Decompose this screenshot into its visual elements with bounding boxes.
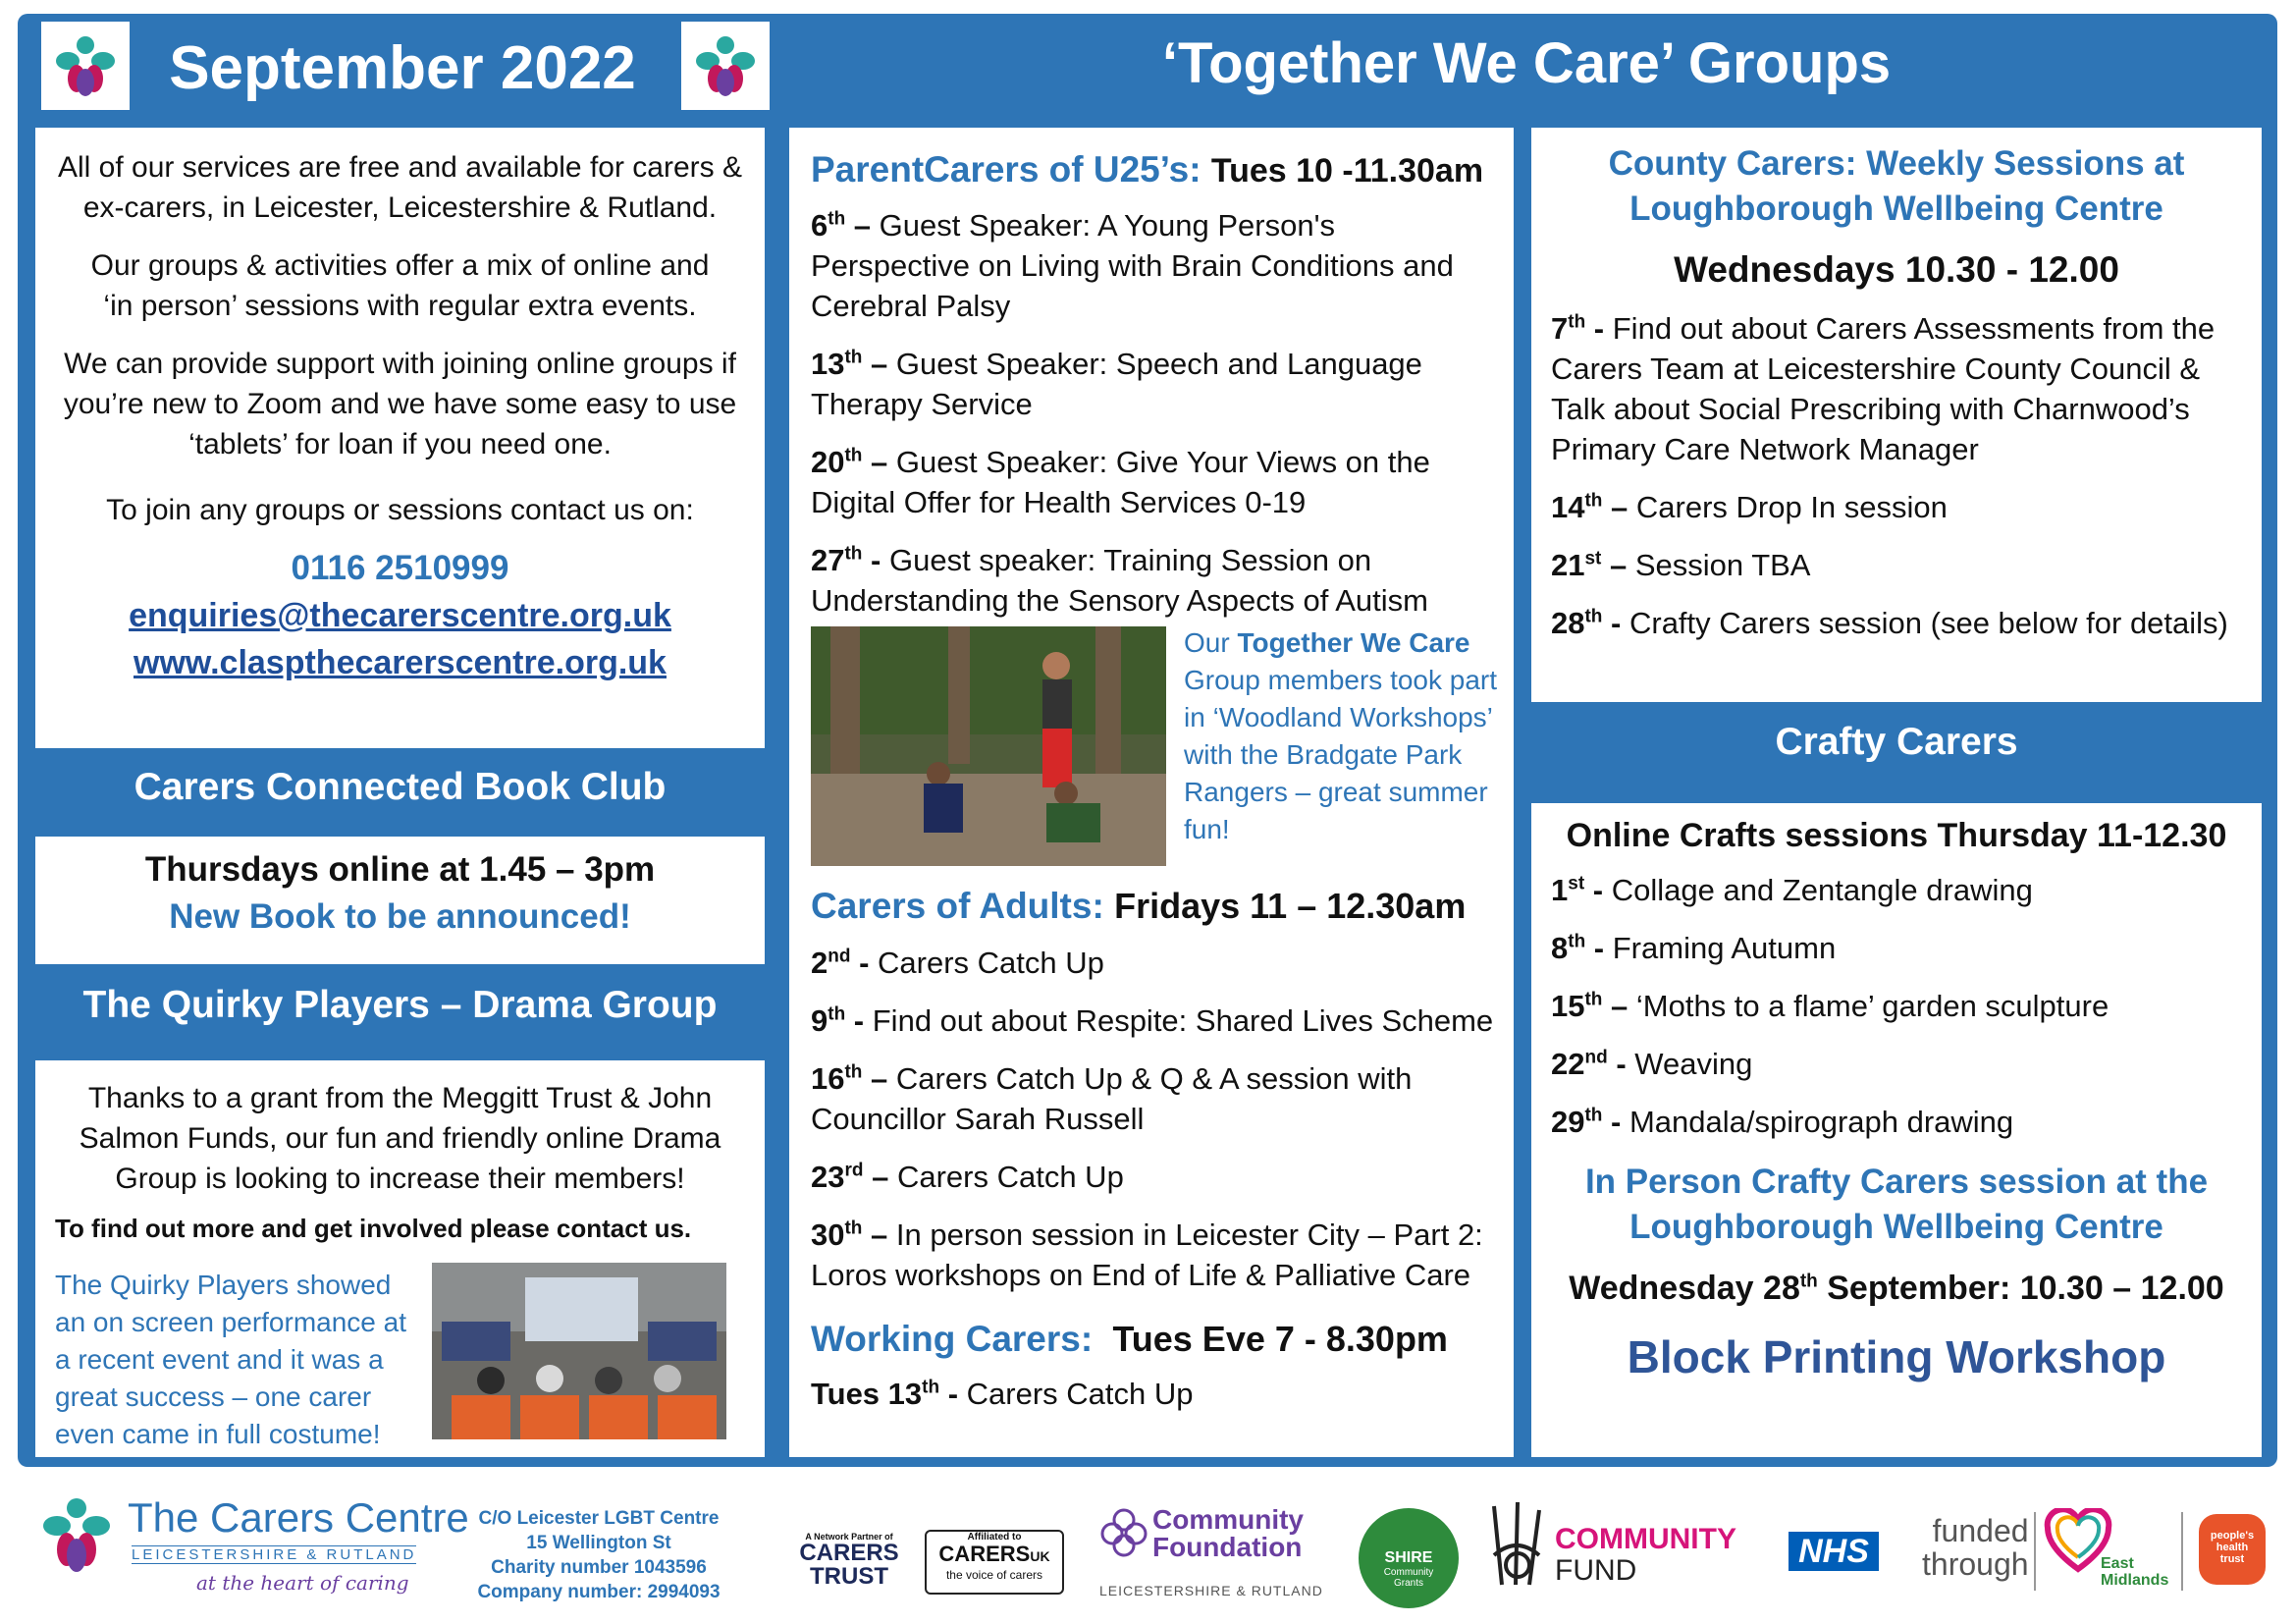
parentcarers-item: 27th - Guest speaker: Training Session on Understanding the Sensory Aspects of Autism xyxy=(811,543,1428,618)
divider xyxy=(2034,1512,2036,1591)
email-link[interactable]: enquiries@thecarerscentre.org.uk xyxy=(129,597,671,634)
community-fund-logo: COMMUNITY FUND xyxy=(1555,1523,1736,1587)
adults-item: 2nd - Carers Catch Up xyxy=(811,946,1104,980)
parentcarers-list xyxy=(811,205,1498,621)
community-foundation-region: LEICESTERSHIRE & RUTLAND xyxy=(1099,1583,1323,1598)
community-foundation-flower-icon xyxy=(1099,1506,1148,1559)
footer-org-name: The Carers Centre xyxy=(128,1494,469,1541)
drama-title: The Quirky Players – Drama Group xyxy=(82,984,718,1026)
crafty-panel xyxy=(1531,803,2262,1457)
county-item: 14th – Carers Drop In session xyxy=(1551,490,1948,524)
parentcarers-item: 20th – Guest Speaker: Give Your Views on the Digital Offer for Health Services 0-19 xyxy=(811,445,1430,519)
footer-address: C/O Leicester LGBT Centre 15 Wellington St Charity number 1043596 Company number: 2994093 xyxy=(477,1508,721,1602)
inperson-title-1: In Person Crafty Carers session at the xyxy=(1584,1163,2209,1201)
month-title: September 2022 xyxy=(169,34,636,102)
adults-list xyxy=(811,943,1498,1295)
carers-trust-logo: A Network Partner of CARERS TRUST xyxy=(799,1532,899,1590)
woodland-caption: Our Together We Care Group members took part in ‘Woodland Workshops’ with the Bradgate Park Rangers – great summer fun! xyxy=(1184,627,1498,844)
book-club-time: Thursdays online at 1.45 – 3pm xyxy=(144,850,656,889)
crafty-item: 22nd - Weaving xyxy=(1551,1047,1753,1081)
drama-contact: To find out more and get involved please contact us. xyxy=(55,1214,692,1243)
divider xyxy=(2181,1512,2183,1591)
county-list xyxy=(1551,308,2242,643)
intro-text-2: Our groups & activities offer a mix of online and ‘in person’ sessions with regular extra events. xyxy=(90,249,710,322)
community-foundation-logo: Community Foundation xyxy=(1152,1504,1304,1562)
county-item: 28th - Crafty Carers session (see below for details) xyxy=(1551,606,2228,640)
working-item: Tues 13th - Carers Catch Up xyxy=(811,1377,1194,1411)
working-time: Tues Eve 7 - 8.30pm xyxy=(1112,1319,1448,1359)
drama-photo xyxy=(432,1263,726,1439)
county-panel xyxy=(1531,128,2262,702)
drama-panel xyxy=(35,1060,765,1457)
crafty-item: 8th - Framing Autumn xyxy=(1551,931,1837,965)
intro-text-3: We can provide support with joining online groups if you’re new to Zoom and we have some easy to use ‘tablets’ for loan if you need one. xyxy=(63,348,737,460)
page-title: ‘Together We Care’ Groups xyxy=(1161,31,1892,95)
inperson-date: Wednesday 28th September: 10.30 – 12.00 xyxy=(1569,1270,2224,1307)
shire-grants-logo: SHIRE Community Grants xyxy=(1359,1508,1459,1608)
middle-panel xyxy=(789,128,1514,1457)
adults-time: Fridays 11 – 12.30am xyxy=(1114,886,1467,926)
adults-item: 16th – Carers Catch Up & Q & A session with Councillor Sarah Russell xyxy=(811,1061,1413,1136)
intro-text-1: All of our services are free and available for carers & ex-carers, in Leicester, Leicestershire & Rutland. xyxy=(58,151,742,224)
drama-text: Thanks to a grant from the Meggitt Trust & John Salmon Funds, our fun and friendly online Drama Group is looking to increase their members! xyxy=(79,1082,721,1195)
county-time: Wednesdays 10.30 - 12.00 xyxy=(1674,249,2119,290)
parentcarers-time: Tues 10 -11.30am xyxy=(1210,152,1484,189)
inperson-title-2: Loughborough Wellbeing Centre xyxy=(1629,1208,2163,1246)
figures-icon xyxy=(43,24,128,108)
carers-centre-footer-logo-icon xyxy=(29,1487,124,1585)
peoples-health-trust-logo: people's health trust xyxy=(2199,1514,2266,1585)
drama-caption: The Quirky Players showed an on screen performance at a recent event and it was a great success – one carer even came in full costume! xyxy=(55,1270,406,1449)
crafty-list xyxy=(1551,870,2242,1142)
adults-label: Carers of Adults: xyxy=(811,886,1104,926)
adults-item: 30th – In person session in Leicester City – Part 2: Loros workshops on End of Life & Palliative Care xyxy=(811,1218,1483,1292)
footer-org-tag: at the heart of caring xyxy=(196,1571,409,1595)
website-link[interactable]: www.claspthecarerscentre.org.uk xyxy=(133,644,667,681)
footer xyxy=(0,1473,2296,1624)
phone-number[interactable]: 0116 2510999 xyxy=(291,549,509,587)
footer-org-sub: LEICESTERSHIRE & RUTLAND xyxy=(132,1546,417,1563)
book-club-title: Carers Connected Book Club xyxy=(133,766,667,808)
crafty-item: 29th - Mandala/spirograph drawing xyxy=(1551,1105,2014,1139)
crafty-title: Crafty Carers xyxy=(1775,721,2018,763)
county-item: 7th - Find out about Carers Assessments from the Carers Team at Leicestershire County Council & Talk about Social Prescribing with Charnwood’s Primary Care Network Manager xyxy=(1551,311,2216,466)
intro-text-4: To join any groups or sessions contact us on: xyxy=(106,494,694,526)
lottery-fingers-icon xyxy=(1482,1496,1551,1595)
carers-uk-logo: Affiliated to CARERSUK the voice of carers xyxy=(925,1530,1064,1595)
carers-centre-logo-right xyxy=(681,22,770,110)
book-club-note: New Book to be announced! xyxy=(169,897,631,936)
intro-panel xyxy=(35,128,765,748)
nhs-logo: NHS xyxy=(1789,1532,1879,1571)
crafty-subtitle: Online Crafts sessions Thursday 11-12.30 xyxy=(1566,817,2227,854)
workshop-title: Block Printing Workshop xyxy=(1627,1331,2166,1382)
county-title-2: Loughborough Wellbeing Centre xyxy=(1629,189,2163,228)
crafty-item: 1st - Collage and Zentangle drawing xyxy=(1551,873,2033,907)
carers-centre-logo-left xyxy=(41,22,130,110)
adults-item: 9th - Find out about Respite: Shared Lives Scheme xyxy=(811,1003,1494,1038)
book-club-panel xyxy=(35,837,765,964)
parentcarers-label: ParentCarers of U25’s: xyxy=(811,149,1201,189)
woodland-photo xyxy=(811,626,1166,866)
funded-through-text: funded through xyxy=(1922,1513,2029,1582)
figures-icon xyxy=(683,24,768,108)
county-item: 21st – Session TBA xyxy=(1551,548,1811,582)
working-label: Working Carers: xyxy=(811,1319,1094,1359)
crafty-item: 15th – ‘Moths to a flame’ garden sculpture xyxy=(1551,989,2109,1023)
parentcarers-item: 6th – Guest Speaker: A Young Person's Perspective on Living with Brain Conditions and Cerebral Palsy xyxy=(811,208,1454,323)
east-midlands-logo: East Midlands xyxy=(2101,1555,2169,1589)
adults-item: 23rd – Carers Catch Up xyxy=(811,1160,1124,1194)
county-title-1: County Carers: Weekly Sessions at xyxy=(1608,144,2185,183)
parentcarers-item: 13th – Guest Speaker: Speech and Language Therapy Service xyxy=(811,347,1422,421)
